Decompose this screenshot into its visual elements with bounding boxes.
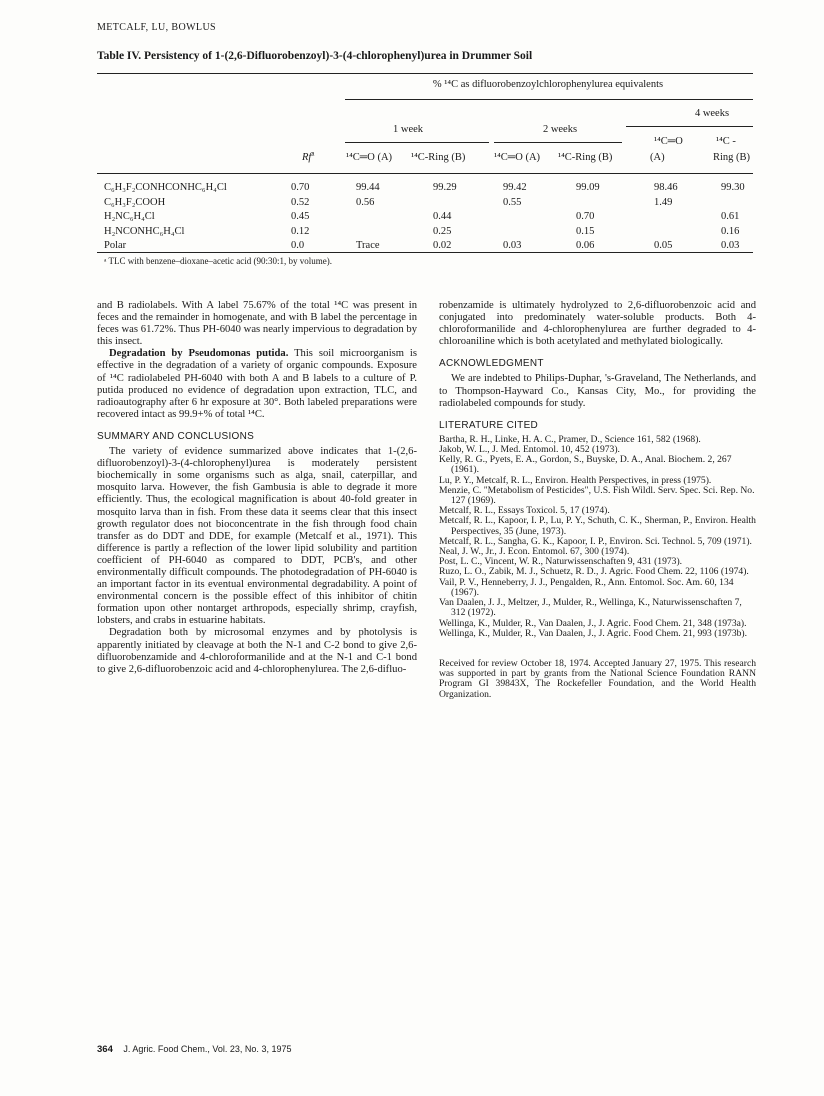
paragraph: robenzamide is ultimately hydrolyzed to 2,6-difluorobenzoic acid and conjugated into predominately water-soluble products. Both 4-chloroformanilide and 4-chlorophenylurea are further degraded to 4-chloroaniline which is both acetylated and methylated biologically. <box>439 300 756 348</box>
reference-item: Wellinga, K., Mulder, R., Van Daalen, J., J. Agric. Food Chem. 21, 993 (1973b). <box>439 627 748 639</box>
page-footer <box>97 1044 291 1055</box>
right-column <box>439 300 756 700</box>
table-row <box>0 210 824 223</box>
received-note: Received for review October 18, 1974. Accepted January 27, 1975. This research was supported in part by grants from the National Science Foundation RANN Program GI 39843X, The Rockefeller Foundation, and the World Health Organization. <box>439 657 756 700</box>
journal-citation: J. Agric. Food Chem., Vol. 23, No. 3, 1975 <box>123 1044 292 1054</box>
table-header-rule <box>97 173 753 174</box>
reference-item: Menzie, C. "Metabolism of Pesticides", U.S. Fish Wildl. Serv. Spec. Sci. Rep. No. 127 (1969). <box>439 484 755 507</box>
group-2-weeks-rule <box>494 142 622 143</box>
reference-item: Vail, P. V., Henneberry, J. J., Pengalden, R., Ann. Entomol. Soc. Am. 60, 134 (1967). <box>439 576 734 598</box>
table-row <box>0 196 824 209</box>
reference-item: Lu, P. Y., Metcalf, R. L., Environ. Health Perspectives, in press (1975). <box>439 474 712 486</box>
summary-heading: SUMMARY AND CONCLUSIONS <box>97 430 255 442</box>
reference-item: Ruzo, L. O., Zabik, M. J., Schuetz, R. D., J. Agric. Food Chem. 22, 1106 (1974). <box>439 566 749 578</box>
table-cell-w2a: 0.03 <box>503 240 522 251</box>
reference-item: Neal, J. W., Jr., J. Econ. Entomol. 67, 300 (1974). <box>439 546 630 558</box>
table-cell-w2b: 0.06 <box>576 240 595 251</box>
group-1-week-rule <box>345 142 489 143</box>
table-title: Table IV. Persistency of 1-(2,6-Difluorobenzoyl)-3-(4-chlorophenyl)urea in Drummer Soil <box>97 50 533 62</box>
table-cell-rf: 0.12 <box>291 225 310 237</box>
table-cell-w1b: 99.29 <box>433 182 457 193</box>
reference-item: Wellinga, K., Mulder, R., Van Daalen, J., J. Agric. Food Chem. 21, 348 (1973a). <box>439 617 747 629</box>
acknowledgment-text: We are indebted to Philips-Duphar, 's-Graveland, The Netherlands, and to Thompson-Hayward Co., Kansas City, Mo., for providing the radiolabeled compounds for study. <box>439 373 756 409</box>
reference-item: Bartha, R. H., Linke, H. A. C., Pramer, D., Science 161, 582 (1968). <box>439 433 701 445</box>
table-cell-w1b: 0.02 <box>433 240 452 251</box>
paragraph: and B radiolabels. With A label 75.67% of the total ¹⁴C was present in feces and the remainder in homogenate, and with B label the percentage in feces was 61.72%. Thus PH-6040 was nearly impervious to degradation by this insect. <box>97 300 417 348</box>
table-cell-w2b: 99.09 <box>576 182 600 193</box>
subhead-4w-a-line2: (A) <box>650 152 665 163</box>
reference-item: Kelly, R. G., Pyets, E. A., Gordon, S., Buyske, D. A., Anal. Biochem. 2, 267 (1961). <box>439 454 732 476</box>
table-cell-compound: C₆H₃F₂CONHCONHC₆H₄Cl <box>104 182 227 193</box>
table-cell-w1a: 0.56 <box>356 196 375 208</box>
table-cell-w4a: 98.46 <box>654 182 678 193</box>
subhead-4w-b-line2: Ring (B) <box>713 152 751 163</box>
table-cell-w4b: 0.61 <box>721 211 740 222</box>
group-2-weeks: 2 weeks <box>542 124 578 135</box>
left-column <box>97 300 417 676</box>
page-number: 364 <box>97 1044 113 1055</box>
table-cell-compound: H₂NC₆H₄Cl <box>104 211 155 222</box>
table-cell-w4b: 0.16 <box>721 225 740 237</box>
subhead-4w-b-line1: ¹⁴C - <box>716 136 736 147</box>
acknowledgment-heading: ACKNOWLEDGMENT <box>439 358 544 370</box>
subhead-1w-a: ¹⁴C═O (A) <box>346 152 393 163</box>
table-cell-w2b: 0.70 <box>576 211 595 222</box>
table-footnote: ᵃ TLC with benzene–dioxane–acetic acid (90:30:1, by volume). <box>104 256 332 266</box>
paragraph-mechanism: Degradation both by microsomal enzymes and by photolysis is apparently initiated by cleavage at both the N-1 and C-2 bond to give 2,6-difluorobenzamide and 4-chloroformanilide and at the N-1 and C-1 bond to give 2,6-difluorobenzoic acid and 4-chlorophenylurea. The 2,6-difluo- <box>97 627 417 675</box>
table-cell-w4b: 0.03 <box>721 240 740 251</box>
reference-list <box>439 435 756 639</box>
table-cell-compound: H₂NCONHC₆H₄Cl <box>104 225 185 237</box>
table-cell-compound: Polar <box>104 240 127 251</box>
paragraph-summary: The variety of evidence summarized above indicates that 1-(2,6-difluorobenzoyl)-3-(4-chlorophenyl)urea is moderately persistent biochemically in some organisms such as alga, snail, caterpillar, and mosquito larva. However, the fish Gambusia is able to degrade it more efficiently. Thus, the ecological magnification is about 40-fold greater in mosquito larva than in fish. From these data it seems clear that this insect growth regulator does not bioconcentrate in the fish through food chain transfer as do DDT and DDE, for example (Metcalf et al., 1971). This difference is partly a reflection of the lower lipid solubility and partition coefficient of PH-6040 as compared to DDT, PCB's, and other environmentally difficult compounds. The photodegradation of PH-6040 is an important factor in its eventual environmental degradability. A point of environmental concern is the possible effect of this inhibitor of chitin formation upon other nontarget arthropods, especially shrimp, crayfish, lobsters, and crabs in estuarine habitats. <box>97 446 417 627</box>
paragraph-degradation: Degradation by Pseudomonas putida. This soil microorganism is effective in the degradation of a variety of organic compounds. Exposure of ¹⁴C radiolabeled PH-6040 with both A and B labels to a culture of P. putida produced no evidence of degradation upon extraction, TLC, and radioautography after 6 hr exposure at 30°. Both labeled preparations were recovered intact as 99.9+% of total ¹⁴C. <box>97 348 417 420</box>
table-cell-w2a: 0.55 <box>503 196 522 208</box>
table-top-rule <box>97 73 753 74</box>
table-cell-w4b: 99.30 <box>721 182 745 193</box>
reference-item: Metcalf, R. L., Sangha, G. K., Kapoor, I. P., Environ. Sci. Technol. 5, 709 (1971). <box>439 535 752 547</box>
subhead-2w-b: ¹⁴C-Ring (B) <box>558 152 613 163</box>
rf-column-header: Rf$^a$ <box>302 149 315 163</box>
group-4-weeks: 4 weeks <box>694 108 730 119</box>
reference-item: Metcalf, R. L., Essays Toxicol. 5, 17 (1974). <box>439 505 610 517</box>
subhead-2w-a: ¹⁴C═O (A) <box>494 152 541 163</box>
table-cell-w2a: 99.42 <box>503 182 527 193</box>
spanner-rule <box>345 99 753 100</box>
table-cell-w4a: 0.05 <box>654 240 673 251</box>
group-1-week: 1 week <box>392 124 424 135</box>
subhead-4w-a-line1: ¹⁴C═O <box>654 136 683 147</box>
table-row <box>0 181 824 194</box>
table-cell-rf: 0.45 <box>291 211 310 222</box>
subhead-1w-b: ¹⁴C-Ring (B) <box>411 152 466 163</box>
table-cell-rf: 0.52 <box>291 196 310 208</box>
table-cell-w1a: Trace <box>356 240 380 251</box>
table-row <box>0 239 824 252</box>
table-cell-w1b: 0.25 <box>433 225 452 237</box>
reference-item: Post, L. C., Vincent, W. R., Naturwissenschaften 9, 431 (1973). <box>439 556 683 568</box>
reference-item: Jakob, W. L., J. Med. Entomol. 10, 452 (1973). <box>439 444 620 456</box>
running-header: METCALF, LU, BOWLUS <box>97 22 217 33</box>
table-row <box>0 225 824 238</box>
literature-heading: LITERATURE CITED <box>439 419 539 431</box>
table-cell-w1a: 99.44 <box>356 182 380 193</box>
table-cell-w1b: 0.44 <box>433 211 452 222</box>
group-4-weeks-rule <box>626 126 753 127</box>
reference-item: Metcalf, R. L., Kapoor, I. P., Lu, P. Y., Schuth, C. K., Sherman, P., Environ. Health Perspectives, 35 (June, 1973). <box>439 515 756 537</box>
reference-item: Van Daalen, J. J., Meltzer, J., Mulder, R., Wellinga, K., Naturwissenschaften 7, 312 (1972). <box>439 597 742 619</box>
table-cell-w2b: 0.15 <box>576 225 595 237</box>
table-cell-compound: C₆H₃F₂COOH <box>104 196 166 208</box>
table-cell-rf: 0.70 <box>291 182 310 193</box>
table-cell-rf: 0.0 <box>291 240 305 251</box>
table-bottom-rule <box>97 252 753 253</box>
table-cell-w4a: 1.49 <box>654 196 673 208</box>
table-spanner-heading: % ¹⁴C as difluorobenzoylchlorophenylurea equivalents <box>432 79 664 90</box>
